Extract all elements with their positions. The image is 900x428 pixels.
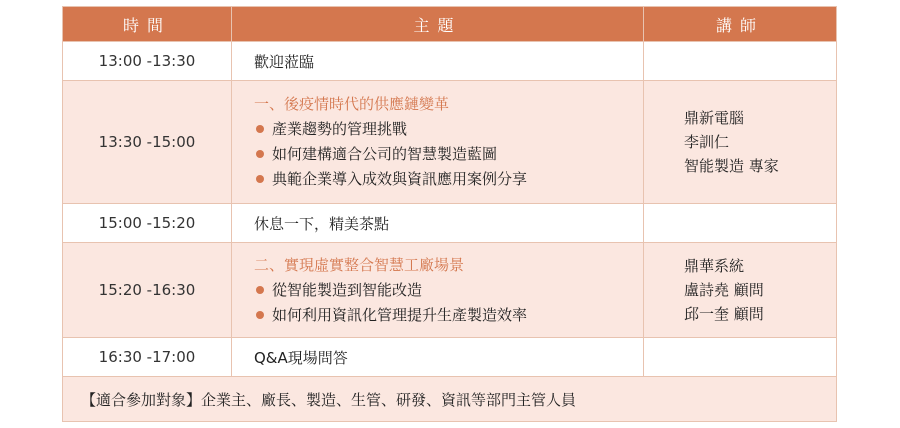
table-row xyxy=(63,42,837,81)
list-item xyxy=(254,278,643,303)
time-cell: 15:20 -16:30 xyxy=(63,243,232,338)
bullet-text: 產業趨勢的管理挑戰 xyxy=(272,120,408,138)
target-audience: 【適合參加對象】企業主、廠長、製造、生管、研發、資訊等部門主管人員 xyxy=(63,377,837,422)
table-row xyxy=(63,204,837,243)
topic-cell xyxy=(232,243,644,338)
bullet-dot-icon xyxy=(256,150,264,158)
agenda-table xyxy=(62,6,837,422)
header-row xyxy=(63,7,837,42)
header-topic: 主題 xyxy=(232,7,644,42)
topic-cell: Q&A現場問答 xyxy=(232,338,644,377)
footer-row xyxy=(63,377,837,422)
speaker-cell xyxy=(644,243,837,338)
bullet-dot-icon xyxy=(256,311,264,319)
bullet-text: 從智能製造到智能改造 xyxy=(272,280,423,299)
table-row xyxy=(63,243,837,338)
list-item xyxy=(254,142,643,167)
section-title: 一、後疫情時代的供應鏈變革 xyxy=(254,95,450,113)
time-cell: 13:30 -15:00 xyxy=(63,81,232,204)
table-row xyxy=(63,81,837,204)
bullet-text: 如何建構適合公司的智慧製造藍圖 xyxy=(272,145,498,163)
topic-cell: 休息一下，精美茶點 xyxy=(232,204,644,243)
bullet-list xyxy=(254,117,643,192)
list-item xyxy=(254,167,643,192)
speaker-cell xyxy=(644,42,837,81)
speaker-cell xyxy=(644,338,837,377)
speaker-line: 鼎新電腦 xyxy=(684,109,745,127)
bullet-text: 如何利用資訊化管理提升生產製造效率 xyxy=(272,305,528,324)
header-speaker: 講師 xyxy=(644,7,837,42)
list-item xyxy=(254,117,643,142)
speaker-line: 李訓仁 xyxy=(684,133,730,151)
speaker-cell xyxy=(644,81,837,204)
speaker-line: 智能製造 專家 xyxy=(684,157,779,175)
table-row xyxy=(63,338,837,377)
speaker-line: 鼎華系統 xyxy=(684,257,745,275)
time-cell: 13:00 -13:30 xyxy=(63,42,232,81)
header-time: 時間 xyxy=(63,7,232,42)
bullet-dot-icon xyxy=(256,175,264,183)
list-item xyxy=(254,303,643,328)
speaker-line: 盧詩堯 顧問 xyxy=(684,281,764,299)
time-cell: 15:00 -15:20 xyxy=(63,204,232,243)
bullet-dot-icon xyxy=(256,125,264,133)
section-title: 二、實現虛實整合智慧工廠場景 xyxy=(254,255,465,274)
bullet-text: 典範企業導入成效與資訊應用案例分享 xyxy=(272,170,528,188)
topic-cell: 歡迎蒞臨 xyxy=(232,42,644,81)
bullet-list xyxy=(254,278,643,328)
bullet-dot-icon xyxy=(256,286,264,294)
speaker-cell xyxy=(644,204,837,243)
time-cell: 16:30 -17:00 xyxy=(63,338,232,377)
topic-cell xyxy=(232,81,644,204)
speaker-line: 邱一奎 顧問 xyxy=(684,305,764,323)
